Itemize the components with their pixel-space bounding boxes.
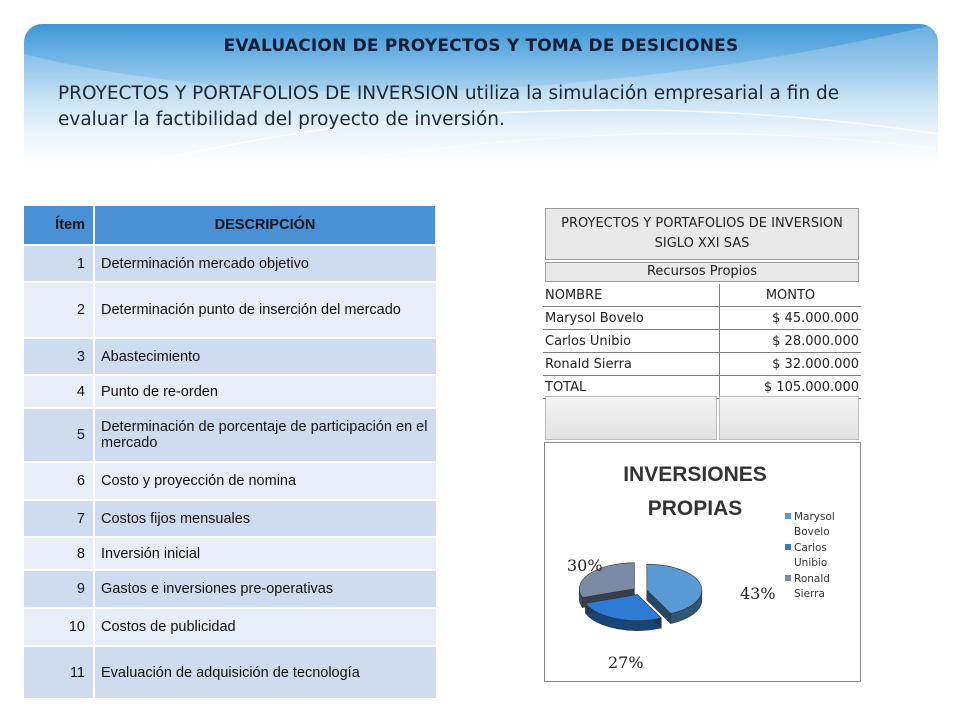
spreadsheet-title: PROYECTOS Y PORTAFOLIOS DE INVERSION SIGLO XXI SAS — [545, 208, 859, 260]
table-row — [24, 282, 436, 338]
legend-label: Carlos — [794, 542, 827, 554]
investor-name: Carlos Unibio — [543, 330, 720, 353]
table-row — [24, 245, 436, 282]
legend-label: Sierra — [794, 588, 825, 600]
table-row — [24, 408, 436, 462]
legend-label: Unibio — [794, 557, 828, 569]
empty-cell — [719, 396, 859, 440]
legend-label: Ronald — [794, 573, 830, 585]
investment-pie-chart — [544, 442, 861, 682]
investment-header-row — [543, 284, 861, 307]
row-number: 2 — [24, 282, 94, 338]
legend-swatch — [785, 513, 791, 519]
row-description: Punto de re-orden — [94, 375, 436, 408]
table-row — [24, 500, 436, 537]
row-description: Abastecimiento — [94, 338, 436, 375]
pie-slice-label: 43% — [740, 584, 776, 603]
row-description: Costo y proyección de nomina — [94, 462, 436, 500]
row-number: 5 — [24, 408, 94, 462]
investor-amount: $ 28.000.000 — [720, 330, 862, 353]
row-number: 9 — [24, 570, 94, 608]
table-row — [24, 608, 436, 646]
table-header-row — [24, 206, 436, 245]
legend-swatch — [785, 575, 791, 581]
chart-title-line1: INVERSIONES — [623, 463, 767, 486]
row-description: Costos de publicidad — [94, 608, 436, 646]
header-item: Ítem — [24, 206, 94, 245]
col-name: NOMBRE — [543, 284, 720, 307]
total-amount: $ 105.000.000 — [720, 376, 862, 399]
legend-label: Bovelo — [794, 526, 830, 538]
row-number: 1 — [24, 245, 94, 282]
row-description: Evaluación de adquisición de tecnología — [94, 646, 436, 698]
row-description: Gastos e inversiones pre-operativas — [94, 570, 436, 608]
investment-spreadsheet — [543, 206, 861, 440]
legend-label: Marysol — [794, 511, 835, 523]
col-amount: MONTO — [720, 284, 862, 307]
row-description: Determinación de porcentaje de participación en el mercado — [94, 408, 436, 462]
pie-chart-svg — [545, 443, 860, 681]
investor-amount: $ 32.000.000 — [720, 353, 862, 376]
investor-name: Marysol Bovelo — [543, 307, 720, 330]
investor-amount: $ 45.000.000 — [720, 307, 862, 330]
row-number: 11 — [24, 646, 94, 698]
row-description: Determinación punto de inserción del mercado — [94, 282, 436, 338]
empty-cell — [545, 396, 717, 440]
spreadsheet-subtitle: Recursos Propios — [545, 262, 859, 282]
header-banner — [24, 24, 938, 164]
row-number: 4 — [24, 375, 94, 408]
investment-table — [543, 284, 861, 399]
items-table — [24, 206, 437, 698]
investment-row — [543, 353, 861, 376]
row-number: 7 — [24, 500, 94, 537]
pie-slice-label: 30% — [567, 556, 603, 575]
table-row — [24, 338, 436, 375]
row-description: Costos fijos mensuales — [94, 500, 436, 537]
row-number: 10 — [24, 608, 94, 646]
table-row — [24, 570, 436, 608]
legend-swatch — [785, 544, 791, 550]
table-row — [24, 375, 436, 408]
table-row — [24, 537, 436, 570]
row-description: Inversión inicial — [94, 537, 436, 570]
row-number: 6 — [24, 462, 94, 500]
row-number: 3 — [24, 338, 94, 375]
row-number: 8 — [24, 537, 94, 570]
table-row — [24, 646, 436, 698]
header-description: DESCRIPCIÓN — [94, 206, 436, 245]
table-row — [24, 462, 436, 500]
page-title: EVALUACION DE PROYECTOS Y TOMA DE DESICIONES — [223, 36, 739, 56]
investor-name: Ronald Sierra — [543, 353, 720, 376]
investment-row — [543, 330, 861, 353]
chart-title-line2: PROPIAS — [647, 497, 743, 520]
investment-row — [543, 307, 861, 330]
pie-slice-label: 27% — [608, 653, 644, 672]
intro-text: PROYECTOS Y PORTAFOLIOS DE INVERSION utiliza la simulación empresarial a fin de evaluar la factibilidad del proyecto de inversión. — [58, 83, 840, 130]
row-description: Determinación mercado objetivo — [94, 245, 436, 282]
total-label: TOTAL — [543, 376, 720, 399]
